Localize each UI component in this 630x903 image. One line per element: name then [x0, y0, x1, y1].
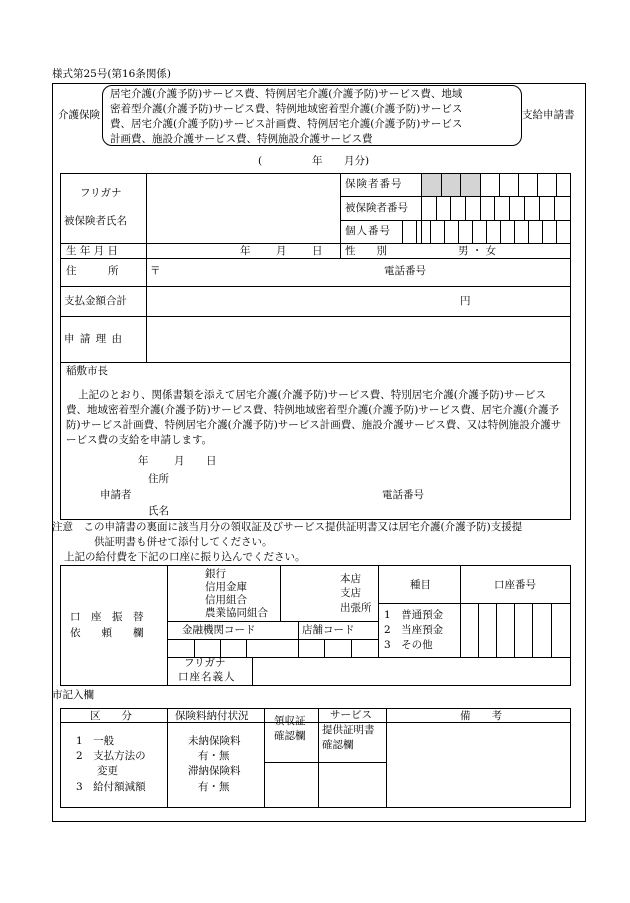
- branch-type-1: 本店: [340, 573, 361, 585]
- col-service-2: 提供証明書: [322, 724, 375, 736]
- premium-unpaid: 未納保険料: [188, 735, 241, 747]
- col-receipt: 領収証: [274, 715, 306, 727]
- type-header: 種目: [410, 579, 431, 591]
- date-year: 年: [138, 455, 149, 467]
- col-service-3: 確認欄: [322, 739, 354, 751]
- category-2: 2 支払方法の: [76, 750, 146, 762]
- account-type-1[interactable]: 1 普通預金: [384, 609, 444, 621]
- insurer-no-label: 保険者番号: [345, 178, 403, 190]
- account-header: 口座番号: [494, 579, 536, 591]
- sex-value[interactable]: 男 ・ 女: [458, 245, 497, 257]
- yen-mark: 円: [460, 295, 471, 307]
- period-open: (: [258, 155, 263, 167]
- premium-unpaid-yn: 有・無: [198, 750, 230, 762]
- col-category: 区 分: [90, 710, 132, 722]
- bank-type-1: 銀行: [205, 568, 226, 580]
- birth-year: 年: [240, 245, 251, 257]
- applicant-phone-label: 電話番号: [382, 489, 424, 501]
- addressee: 稲敷市長: [66, 365, 108, 377]
- branch-type-3: 出張所: [340, 602, 372, 614]
- birth-day: 日: [312, 245, 323, 257]
- header-suffix: 支給申請書: [522, 109, 575, 121]
- phone-label: 電話番号: [384, 265, 426, 277]
- insured-name-field[interactable]: [148, 196, 338, 241]
- holder-furigana-label: フリガナ: [184, 657, 226, 669]
- header-line-4: 計画費、施設介護サービス費、特例施設介護サービス費: [110, 133, 373, 145]
- branch-code-label: 店舗コード: [302, 624, 355, 636]
- insurer-no-shaded-cells: [422, 174, 480, 196]
- address-label: 住 所: [66, 265, 119, 277]
- header-prefix: 介護保険: [58, 109, 100, 121]
- col-service: サービス: [330, 709, 372, 721]
- bank-transfer-label-2: 依 頼 欄: [70, 627, 144, 639]
- insured-name-label: 被保険者氏名: [64, 215, 127, 227]
- date-month: 月: [174, 455, 185, 467]
- transfer-line: 上記の給付費を下記の口座に振り込んでください。: [64, 551, 306, 563]
- period-month: 月分): [344, 155, 370, 167]
- col-receipt-2: 確認欄: [274, 730, 306, 742]
- header-line-1: 居宅介護(介護予防)サービス費、特例居宅介護(介護予防)サービス費、地域: [110, 88, 463, 100]
- header-line-3: 費、居宅介護(介護予防)サービス計画費、特例居宅介護(介護予防)サービス: [110, 118, 463, 130]
- bank-type-2: 信用金庫: [205, 581, 247, 593]
- note-line-2: 供証明書も併せて添付してください。: [94, 536, 273, 548]
- header-line-2: 密着型介護(介護予防)サービス費、特例地域密着型介護(介護予防)サービス: [110, 103, 463, 115]
- total-amount-label: 支払金額合計: [64, 295, 127, 307]
- form-number: 様式第25号(第16条関係): [52, 68, 171, 80]
- bank-code-label: 金融機関コード: [182, 624, 256, 636]
- personal-no-label: 個人番号: [345, 225, 391, 237]
- insured-no-label: 被保険者番号: [345, 202, 408, 214]
- declaration-body: 上記のとおり、関係書類を添えて居宅介護(介護予防)サービス費、特別居宅介護(介護予防)サービス費、地域密着型介護(介護予防)サービス費、特例地域密着型介護(介護予防)サービス費、居宅介護(介護予防)サービス計画費、特例居宅介護(介護予防)サービス計画費、施設介護サービス費、又は特例施設介護サービス費の支給を申請します。: [66, 389, 562, 446]
- premium-overdue-yn: 有・無: [198, 781, 230, 793]
- postal-mark: 〒: [150, 265, 161, 277]
- col-premium: 保険料納付状況: [175, 710, 249, 722]
- period-year: 年: [312, 155, 323, 167]
- branch-type-2: 支店: [340, 587, 361, 599]
- reason-label: 申 請 理 由: [64, 333, 124, 345]
- category-2b: 変更: [76, 765, 118, 777]
- birth-date-label: 生 年 月 日: [66, 245, 119, 257]
- applicant-name-label: 氏名: [148, 505, 169, 517]
- applicant-address-label: 住所: [148, 473, 169, 485]
- furigana-label: フリガナ: [80, 187, 122, 199]
- office-title: 市記入欄: [52, 689, 94, 701]
- category-3: 3 給付額減額: [76, 781, 146, 793]
- bank-type-4: 農業協同組合: [205, 607, 268, 619]
- birth-month: 月: [276, 245, 287, 257]
- bank-type-3: 信用組合: [205, 594, 247, 606]
- account-type-2[interactable]: 2 当座預金: [384, 624, 444, 636]
- date-day: 日: [206, 455, 217, 467]
- account-type-3[interactable]: 3 その他: [384, 639, 433, 651]
- bank-transfer-label: 口 座 振 替: [70, 611, 144, 623]
- holder-label: 口座名義人: [178, 671, 236, 683]
- sex-label: 性 別: [345, 245, 387, 257]
- note-line-1: 注意 この申請書の裏面に該当月分の領収証及びサービス提供証明書又は居宅介護(介護予防)支援提: [52, 521, 523, 533]
- category-1: 1 一般: [76, 735, 115, 747]
- applicant-label: 申請者: [100, 489, 132, 501]
- col-remarks: 備 考: [460, 710, 502, 722]
- premium-overdue: 滞納保険料: [188, 765, 241, 777]
